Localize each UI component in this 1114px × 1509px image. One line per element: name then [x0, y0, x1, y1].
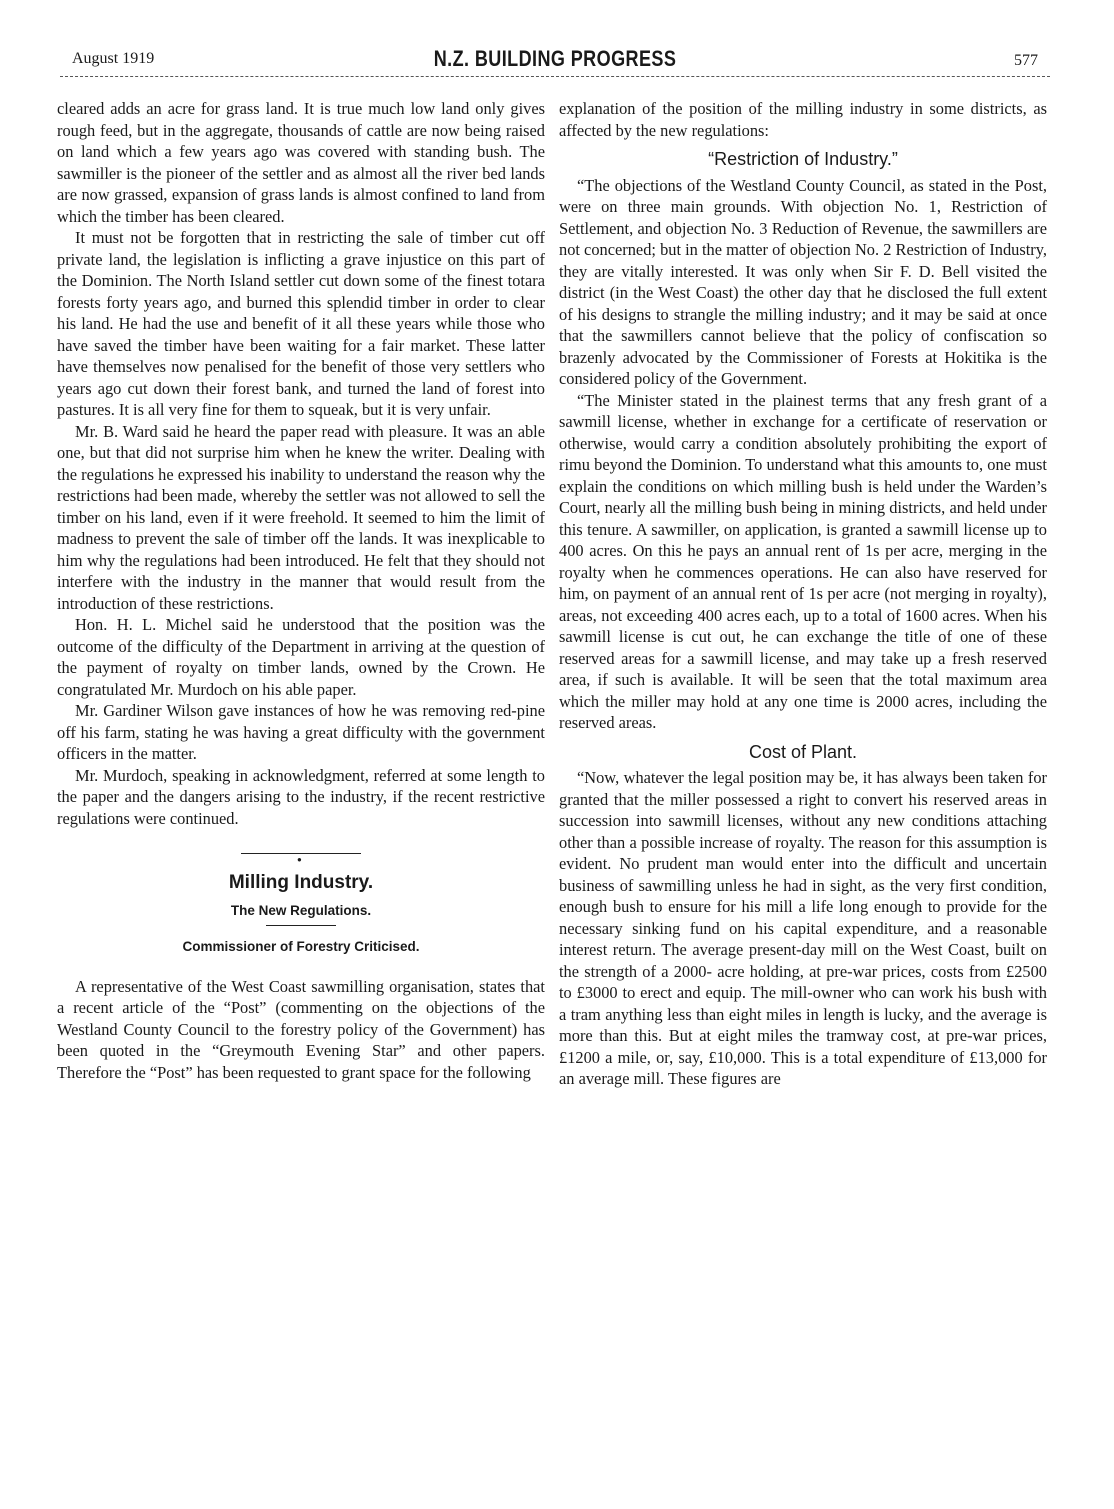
paragraph: “Now, whatever the legal position may be, it has always been taken for granted that the miller possessed a right to convert his reserved areas in succession into sawmill licenses, without any new conditions attaching other than a possible increase of royalty. The reason for this assumption is evident. No prudent man would enter into the difficult and uncertain business of sawmilling unless he had in sight, as the very first condition, enough bush to ensure for his mill a life long enough to provide for the necessary sinking fund on his capital expenditure, and a reasonable interest return. The average present-day mill on the West Coast, built on the strength of a 2000- acre holding, at pre-war prices, costs from £2500 to £3000 to erect and equip. The mill-owner who can work his bush with a tram anything less than eight miles in length is lucky, and the average is more than this. But at eight miles the tramway cost, at pre-war prices, £1200 a mile, or, say, £10,000. This is a total expenditure of £13,000 for an average mill. These figures are	[559, 768, 1047, 1088]
paragraph: Hon. H. L. Michel said he understood that the position was the outcome of the difficulty of the Department in arriving at the question of the payment of royalty on timber lands, owned by the Crown. He congratulated Mr. Murdoch on his able paper.	[57, 615, 545, 699]
running-header	[60, 48, 1050, 76]
paragraph: A representative of the West Coast sawmilling organisation, states that a recent article of the “Post” (commenting on the objections of the Westland County Council to the forestry policy of the Government) has been quoted in the “Greymouth Evening Star” and other papers. Therefore the “Post” has been requested to grant space for the following	[57, 976, 545, 1082]
issue-date: August 1919	[72, 50, 155, 67]
paragraph: Mr. Murdoch, speaking in acknowledgment, referred at some length to the paper and the dangers arising to the industry, if the recent restrictive regulations were continued.	[57, 765, 545, 828]
subheading-restriction: “Restriction of Industry.”	[708, 149, 898, 169]
subheading-cost-of-plant: Cost of Plant.	[748, 741, 858, 762]
subtitle-rule	[266, 925, 336, 926]
section-subtitle: The New Regulations.	[230, 902, 372, 918]
paragraph: Mr. Gardiner Wilson gave instances of how he was removing red-pine off his farm, stating he was having a great difficulty with the government officers in the matter.	[57, 701, 545, 763]
paragraph: Mr. B. Ward said he heard the paper read with pleasure. It was an able one, but that did not surprise him when he knew the writer. Dealing with the regulations he expressed his inability to understand the reason why the restrictions had been made, whereby the settler was not allowed to sell the timber on his land, even if it were freehold. It seemed to him the limit of madness to prevent the sale of timber off the lands. It was inexplicable to him why the regulations had been introduced. He felt that they should not interfere with the industry in the manner that would result from the introduction of these restrictions.	[57, 421, 545, 613]
paragraph: cleared adds an acre for grass land. It is true much low land only gives rough feed, but in the aggregate, thousands of cattle are now being raised on land which a few years ago was covered with standing bush. The sawmiller is the pioneer of the settler and as almost all the river bed lands are now grassed, expansion of grass lands is almost confined to land from which the timber has been cleared.	[57, 99, 545, 226]
page-number: 577	[1014, 52, 1038, 69]
section-title: Milling Industry.	[228, 872, 374, 893]
paragraph: “The Minister stated in the plainest terms that any fresh grant of a sawmill license, whether in exchange for a certificate of reservation or otherwise, would carry a condition absolutely prohibiting the export of rimu beyond the Dominion. To understand what this amounts to, one must explain the conditions on which milling bush is held under the Warden’s Court, nearly all the milling bush being in mining districts, and held under this tenure. A sawmiller, on application, is granted a sawmill license up to 400 acres. On this he pays an annual rent of 1s per acre, merging in the royalty when he commences operations. He can also have reserved for him, on payment of an annual rent of 1s per acre (not merging in royalty), areas, not exceeding 400 acres each, up to a total of 1600 acres. When his sawmill license is cut out, he can exchange the title of one of these reserved areas for a sawmill license, and may take up a fresh reserved area, if such is available. It will be seen that the total maximum area which the miller may hold at any one time is 2000 acres, including the reserved areas.	[559, 390, 1047, 732]
left-column	[57, 98, 545, 1083]
paragraph: It must not be forgotten that in restricting the sale of timber cut off private land, the legislation is inflicting a grave injustice on this part of the Dominion. The North Island settler cut down some of the finest totara forests forty years ago, and burned this splendid timber in order to clear his land. He had the use and benefit of it all these years while those who have saved the timber have been waiting for a fair market. These latter have themselves now penalised for the benefit of those very settlers who years ago cut down their forest bank, and turned the land of forest into pastures. It is all very fine for them to squeak, but it is very unfair.	[57, 228, 545, 419]
publication-title: N.Z. BUILDING PROGRESS	[433, 46, 677, 71]
paragraph: “The objections of the Westland County Council, as stated in the Post, were on three main grounds. With objection No. 1, Restriction of Settlement, and objection No. 3 Reduction of Revenue, the sawmillers are not concerned; but in the matter of objection No. 2 Restriction of Industry, they are vitally interested. It was only when Sir F. D. Bell visited the district (in the West Coast) the other day that he disclosed the full extent of his designs to strangle the milling industry; and it may be said at once that the sawmillers cannot believe that the policy of confiscation so brazenly advocated by the Commissioner of Forests at Hokitika is the considered policy of the Government.	[559, 175, 1047, 388]
header-divider	[60, 76, 1050, 77]
paragraph: explanation of the position of the milling industry in some districts, as affected by the new regulations:	[559, 99, 1047, 140]
right-column	[559, 98, 1047, 1090]
section-divider-ornament: ●	[241, 853, 361, 854]
section-kicker: Commissioner of Forestry Criticised.	[182, 939, 420, 954]
